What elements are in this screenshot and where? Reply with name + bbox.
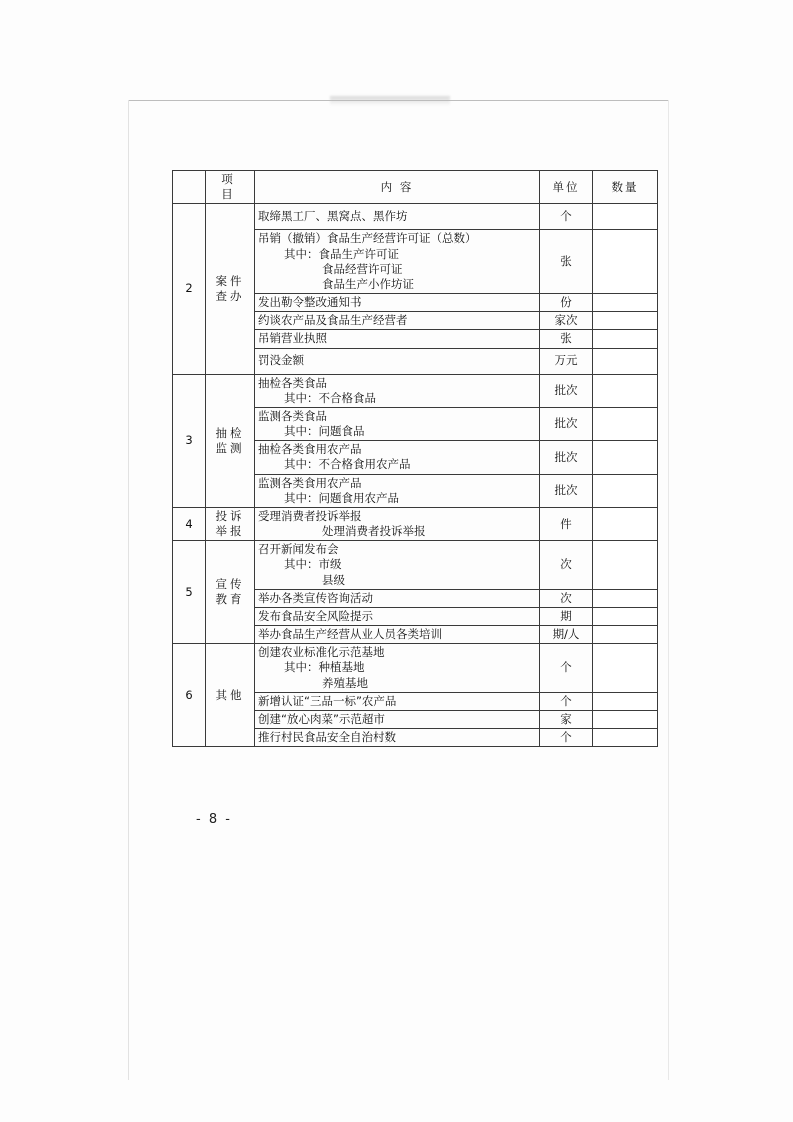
content-cell bbox=[255, 441, 540, 474]
scan-edge-right bbox=[668, 100, 669, 1080]
table-row bbox=[173, 644, 658, 693]
quantity-cell[interactable] bbox=[593, 626, 658, 644]
content-line: 处理消费者投诉举报 bbox=[322, 524, 426, 539]
content-cell bbox=[255, 607, 540, 625]
content-line: 监测各类食用农产品 bbox=[258, 475, 362, 490]
unit-cell: 批次 bbox=[540, 374, 593, 407]
header-cell-unit: 单位 bbox=[540, 171, 593, 204]
content-cell bbox=[255, 644, 540, 693]
unit-cell: 个 bbox=[540, 204, 593, 230]
category-label-cell bbox=[206, 541, 255, 644]
category-label-line: 其他 bbox=[215, 687, 245, 702]
quantity-cell[interactable] bbox=[593, 348, 658, 374]
content-line: 其中：种植基地 bbox=[284, 660, 365, 675]
content-cell bbox=[255, 507, 540, 540]
content-cell bbox=[255, 330, 540, 348]
content-line: 其中：不合格食用农产品 bbox=[284, 457, 411, 472]
table-header bbox=[173, 171, 658, 204]
content-cell bbox=[255, 230, 540, 294]
table-row bbox=[173, 541, 658, 590]
unit-cell: 批次 bbox=[540, 474, 593, 507]
content-line: 吊销营业执照 bbox=[258, 331, 327, 346]
category-label-cell bbox=[206, 644, 255, 747]
category-label-line: 举报 bbox=[215, 524, 245, 539]
category-label-line: 监测 bbox=[215, 440, 245, 455]
unit-cell: 个 bbox=[540, 644, 593, 693]
unit-cell: 家 bbox=[540, 710, 593, 728]
content-line: 其中：问题食用农产品 bbox=[284, 490, 399, 505]
unit-cell: 家次 bbox=[540, 312, 593, 330]
table-header-row bbox=[173, 171, 658, 204]
content-line: 其中：食品生产许可证 bbox=[284, 246, 399, 261]
unit-cell: 次 bbox=[540, 589, 593, 607]
content-cell bbox=[255, 589, 540, 607]
content-line: 举办各类宣传咨询活动 bbox=[258, 590, 373, 605]
content-line: 养殖基地 bbox=[322, 675, 368, 690]
unit-cell: 批次 bbox=[540, 407, 593, 440]
quantity-cell[interactable] bbox=[593, 312, 658, 330]
category-label-cell bbox=[206, 507, 255, 540]
row-index-cell: 4 bbox=[173, 507, 206, 540]
row-index-cell: 3 bbox=[173, 374, 206, 507]
content-line: 抽检各类食用农产品 bbox=[258, 442, 362, 457]
quantity-cell[interactable] bbox=[593, 374, 658, 407]
content-cell bbox=[255, 348, 540, 374]
unit-cell: 万元 bbox=[540, 348, 593, 374]
content-cell bbox=[255, 626, 540, 644]
category-label-line: 抽检 bbox=[215, 425, 245, 440]
category-label-line: 投诉 bbox=[215, 508, 245, 523]
unit-cell: 件 bbox=[540, 507, 593, 540]
content-cell bbox=[255, 374, 540, 407]
content-cell bbox=[255, 294, 540, 312]
header-cell-content: 内 容 bbox=[255, 171, 540, 204]
content-line: 创建“放心肉菜”示范超市 bbox=[258, 711, 385, 726]
row-index-cell: 5 bbox=[173, 541, 206, 644]
content-line: 县级 bbox=[322, 572, 345, 587]
content-line: 其中：问题食品 bbox=[284, 424, 365, 439]
unit-cell: 张 bbox=[540, 330, 593, 348]
content-line: 推行村民食品安全自治村数 bbox=[258, 730, 396, 745]
header-cell-item: 项 目 bbox=[206, 171, 255, 204]
content-line: 食品生产小作坊证 bbox=[322, 276, 414, 291]
content-line: 罚没金额 bbox=[258, 353, 304, 368]
quantity-cell[interactable] bbox=[593, 474, 658, 507]
row-index-cell: 6 bbox=[173, 644, 206, 747]
content-cell bbox=[255, 312, 540, 330]
unit-cell: 个 bbox=[540, 729, 593, 747]
content-line: 其中：市级 bbox=[284, 557, 342, 572]
content-line: 食品经营许可证 bbox=[322, 261, 403, 276]
content-line: 取缔黑工厂、黑窝点、黑作坊 bbox=[258, 209, 408, 224]
content-cell bbox=[255, 692, 540, 710]
quantity-cell[interactable] bbox=[593, 441, 658, 474]
category-label-cell bbox=[206, 374, 255, 507]
statistics-table bbox=[172, 170, 658, 747]
content-line: 监测各类食品 bbox=[258, 408, 327, 423]
category-label-line: 查办 bbox=[215, 288, 245, 303]
row-index-cell: 2 bbox=[173, 204, 206, 374]
content-line: 其中：不合格食品 bbox=[284, 390, 376, 405]
category-label-line: 案件 bbox=[215, 273, 245, 288]
category-label-line: 教育 bbox=[215, 592, 245, 607]
unit-cell: 批次 bbox=[540, 441, 593, 474]
quantity-cell[interactable] bbox=[593, 729, 658, 747]
header-cell-index bbox=[173, 171, 206, 204]
quantity-cell[interactable] bbox=[593, 294, 658, 312]
unit-cell: 次 bbox=[540, 541, 593, 590]
content-line: 受理消费者投诉举报 bbox=[258, 508, 362, 523]
quantity-cell[interactable] bbox=[593, 541, 658, 590]
content-cell bbox=[255, 474, 540, 507]
unit-cell: 张 bbox=[540, 230, 593, 294]
page-number: - 8 - bbox=[196, 812, 232, 827]
content-line: 召开新闻发布会 bbox=[258, 542, 339, 557]
content-line: 举办食品生产经营从业人员各类培训 bbox=[258, 627, 442, 642]
quantity-cell[interactable] bbox=[593, 507, 658, 540]
quantity-cell[interactable] bbox=[593, 644, 658, 693]
quantity-cell[interactable] bbox=[593, 204, 658, 230]
content-cell bbox=[255, 204, 540, 230]
content-cell bbox=[255, 729, 540, 747]
quantity-cell[interactable] bbox=[593, 330, 658, 348]
table-row bbox=[173, 374, 658, 407]
quantity-cell[interactable] bbox=[593, 692, 658, 710]
scan-edge-left bbox=[128, 100, 129, 1080]
quantity-cell[interactable] bbox=[593, 589, 658, 607]
quantity-cell[interactable] bbox=[593, 407, 658, 440]
content-line: 发布食品安全风险提示 bbox=[258, 608, 373, 623]
content-cell bbox=[255, 710, 540, 728]
table-row bbox=[173, 204, 658, 230]
content-line: 新增认证“三品一标”农产品 bbox=[258, 693, 397, 708]
table-row bbox=[173, 507, 658, 540]
content-cell bbox=[255, 407, 540, 440]
content-line: 创建农业标准化示范基地 bbox=[258, 645, 385, 660]
scan-smudge bbox=[330, 96, 450, 106]
header-cell-quantity: 数量 bbox=[593, 171, 658, 204]
table-body bbox=[173, 204, 658, 747]
content-cell bbox=[255, 541, 540, 590]
quantity-cell[interactable] bbox=[593, 710, 658, 728]
category-label-cell bbox=[206, 204, 255, 374]
content-line: 发出勒令整改通知书 bbox=[258, 295, 362, 310]
content-line: 吊销（撤销）食品生产经营许可证（总数） bbox=[258, 231, 477, 246]
unit-cell: 份 bbox=[540, 294, 593, 312]
unit-cell: 期 bbox=[540, 607, 593, 625]
quantity-cell[interactable] bbox=[593, 230, 658, 294]
category-label-line: 宣传 bbox=[215, 577, 245, 592]
content-line: 约谈农产品及食品生产经营者 bbox=[258, 313, 408, 328]
unit-cell: 期/人 bbox=[540, 626, 593, 644]
quantity-cell[interactable] bbox=[593, 607, 658, 625]
content-line: 抽检各类食品 bbox=[258, 375, 327, 390]
unit-cell: 个 bbox=[540, 692, 593, 710]
